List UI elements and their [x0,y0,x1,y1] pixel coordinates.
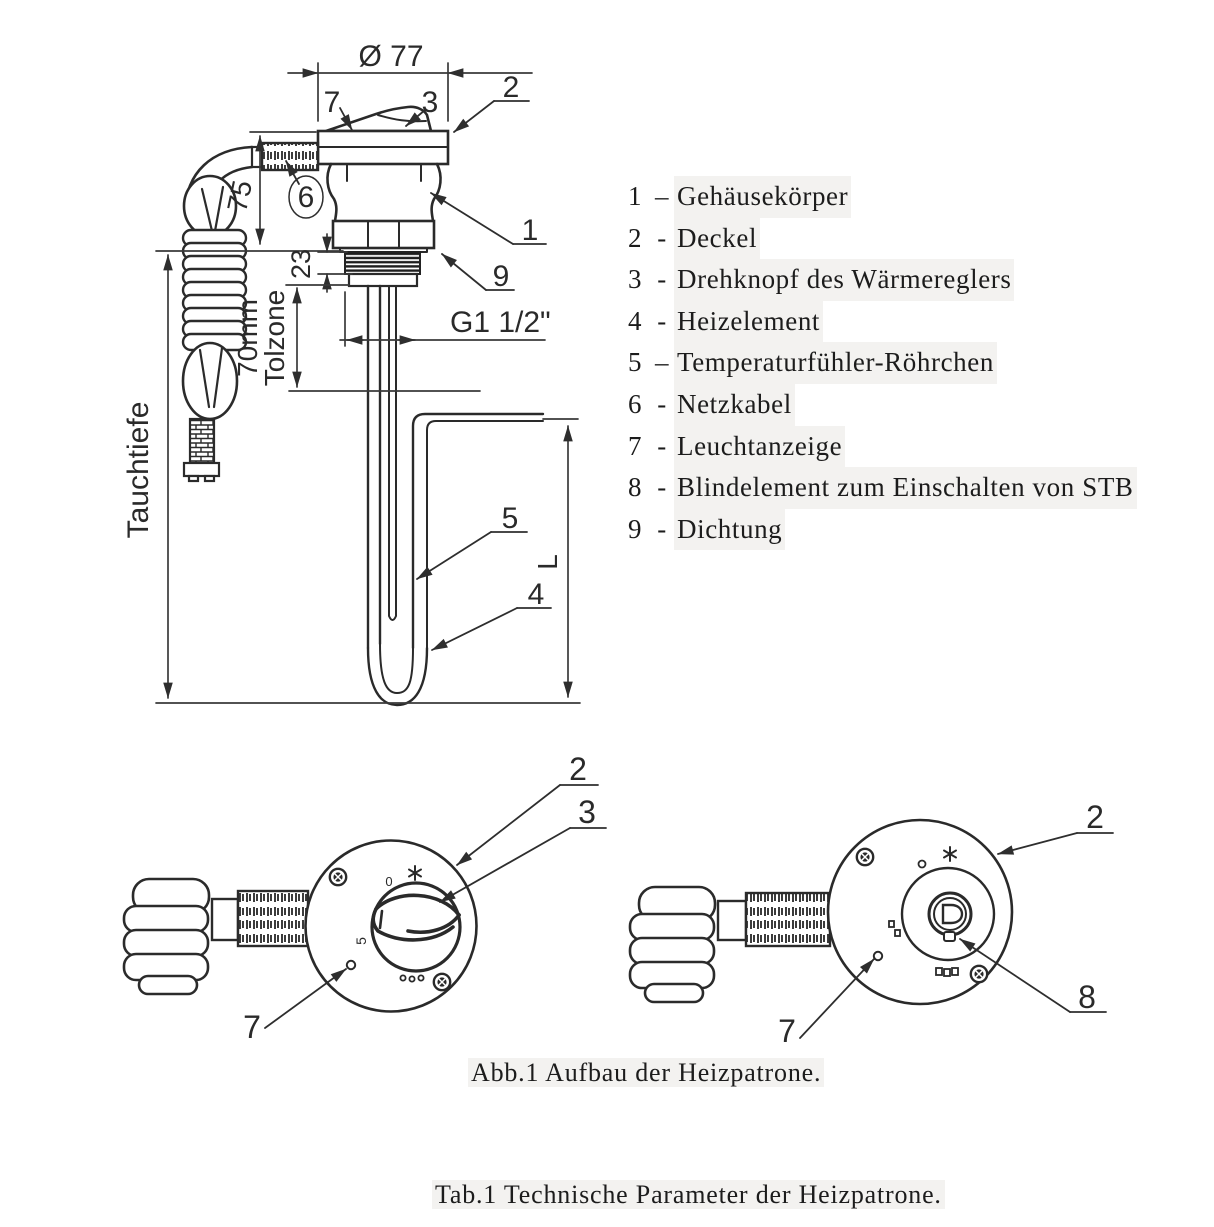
callout-2: 2 [569,751,587,787]
table-caption [432,1180,945,1210]
indicator-light [347,961,355,969]
side-view-drawing [122,40,580,705]
legend-item-separator: - [657,264,667,295]
dim-tolzone-word: Tolzone [259,289,290,387]
dim-tolzone-value: 70mm [232,299,263,377]
legend-item-label: Deckel [674,218,760,260]
bottom-view-blind [630,799,1113,1049]
legend-item-number: 6 [628,388,643,419]
screw-icon [330,869,346,885]
legend-item [628,259,1148,301]
thread-size-label: G1 1/2" [450,306,551,339]
legend-item-label: Netzkabel [674,384,795,426]
legend-item-label: Leuchtanzeige [674,426,845,468]
callout-7: 7 [778,1013,796,1049]
dim-tauchtiefe-label: Tauchtiefe [122,401,155,539]
legend-item [628,218,1148,260]
figure-caption [468,1058,824,1088]
legend-item-number: 9 [628,513,643,544]
screw-icon [434,974,450,990]
flange-washer [349,274,417,286]
legend-item-separator: - [657,513,667,544]
dim-diameter-label: Ø 77 [358,40,424,73]
legend-item-label: Blindelement zum Einschalten von STB [674,467,1137,509]
indicator-light [874,952,882,960]
bottom-view-knob [124,751,606,1045]
legend-item-number: 4 [628,305,643,336]
legend-item-separator: - [657,222,667,253]
legend-item [628,342,1148,384]
legend-item-separator: - [657,388,667,419]
legend-item-label: Temperaturfühler-Röhrchen [674,342,997,384]
callout-5: 5 [501,502,519,535]
housing-body [327,164,440,221]
figure-caption-text: Abb.1 Aufbau der Heizpatrone. [468,1058,824,1087]
dial-mark-zero: 0 [385,874,393,889]
callout-1: 1 [521,214,539,247]
legend-item [628,301,1148,343]
callout-3: 3 [421,86,439,119]
legend-item-label: Dichtung [674,509,785,551]
power-plug-end [630,887,715,1002]
callout-2: 2 [502,71,520,104]
cord-sleeve [212,899,238,940]
screw-icon [857,849,873,865]
dim-23-label: 23 [286,248,316,280]
knob-recess [902,868,994,960]
power-plug-end [124,879,209,994]
heating-element-tubes [368,286,543,705]
sensor-tube [389,286,396,620]
parts-legend [628,176,1148,550]
callout-7: 7 [243,1009,261,1045]
legend-item-number: 7 [628,430,643,461]
callout-9: 9 [492,260,510,293]
callout-2: 2 [1086,799,1104,835]
legend-item [628,509,1148,551]
legend-item-separator: – [654,347,670,378]
legend-item-separator: - [657,430,667,461]
cable-gland [252,143,318,170]
legend-item-separator: - [657,305,667,336]
dial-mark-five: 5 [353,937,369,945]
cord-sleeve [718,901,746,940]
screw-icon [971,966,987,982]
cable-gland [238,891,308,946]
callout-4: 4 [527,578,545,611]
side-view-leaders [286,101,551,650]
legend-item-separator: – [654,181,670,211]
legend-item [628,467,1148,509]
dim-75-label: 75 [221,177,259,215]
hex-nut [333,221,434,248]
legend-item-number: 5 [628,347,643,378]
legend-item-number: 8 [628,472,643,503]
legend-item-number: 1 [628,181,643,211]
legend-item-label: Gehäusekörper [674,176,851,218]
legend-item [628,176,1148,218]
legend-item-number: 3 [628,264,643,295]
legend-item [628,384,1148,426]
legend-item-number: 2 [628,222,643,253]
pipe-thread [345,252,420,274]
dim-length-label: L [532,554,563,570]
legend-item-label: Drehknopf des Wärmereglers [674,259,1014,301]
callout-6: 6 [297,181,315,214]
callout-7: 7 [323,86,341,119]
legend-item-label: Heizelement [674,301,823,343]
legend-item-separator: - [657,472,667,503]
callout-3: 3 [578,794,596,830]
callout-8: 8 [1078,979,1096,1015]
table-caption-text: Tab.1 Technische Parameter der Heizpatrone. [432,1180,945,1209]
power-plug-side [184,419,219,481]
legend-item [628,426,1148,468]
cord-lower-loop [183,343,237,419]
cable-gland [746,893,830,946]
